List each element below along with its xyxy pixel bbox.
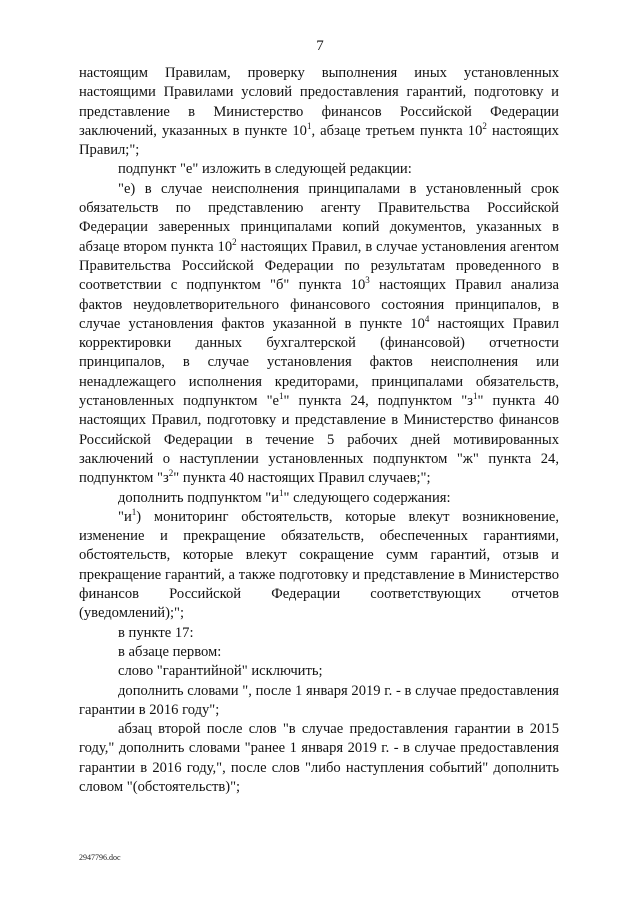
superscript: 1 bbox=[306, 121, 312, 132]
paragraph-add-subpoint-i1 bbox=[79, 489, 559, 508]
text-run: , абзаце третьем пункта 10 bbox=[311, 122, 483, 139]
paragraph-continuation bbox=[79, 64, 559, 160]
superscript: 1 bbox=[279, 391, 284, 402]
document-body bbox=[79, 64, 559, 797]
text-run: " пункта 24, подпунктом "з bbox=[283, 393, 473, 410]
paragraph-subpoint-e: подпункт "е" изложить в следующей редакции: bbox=[118, 161, 412, 178]
superscript: 2 bbox=[232, 236, 237, 247]
paragraph-add-words: дополнить словами ", после 1 января 2019 г. - в случае предоставления гарантии в 2016 году"; bbox=[79, 682, 559, 718]
superscript: 1 bbox=[472, 391, 478, 402]
text-run: ) мониторинг обстоятельств, которые влекут возникновение, изменение и прекращение обязательств, обеспеченных гарантиями, обстоятельств, которые влекут сокращение сумм гарантий, отзыв и прекращение гарантий, а также подготовку и представление в Министерство финансов Российской Федерации соответствующих отчетов (уведомлений);"; bbox=[79, 508, 559, 622]
text-run: " пункта 40 настоящих Правил, подготовку и представление в Министерство финансов Российской Федерации в течение 5 рабочих дней мотивированных заключений о наступлении установленных подпунктом "ж" пункта 24, подпунктом "з bbox=[79, 393, 559, 487]
superscript: 1 bbox=[279, 487, 284, 498]
text-run: "е) в случае неисполнения принципалами в установленный срок обязательств по представлению агенту Правительства Российской Федерации заверенных принципалами копий документов, указанных в абзаце втором пункта 10 bbox=[79, 180, 559, 255]
text-run: "и bbox=[118, 508, 132, 525]
text-run: настоящих Правил анализа фактов неудовлетворительного финансового состояния принципалов, в случае установления фактов указанной в пункте 10 bbox=[79, 277, 559, 332]
superscript: 2 bbox=[168, 468, 174, 479]
superscript: 2 bbox=[482, 121, 487, 132]
text-run: " пункта 40 настоящих Правил случаев;"; bbox=[173, 470, 431, 487]
file-name-footer: 2947796.doc bbox=[79, 853, 121, 862]
superscript: 1 bbox=[131, 506, 137, 517]
text-run: настоящих Правил корректировки данных бухгалтерской (финансовой) отчетности принципалов, в случае установления фактов неисполнения или ненадлежащего исполнения кредиторами, принципалами обязательств, установленных подпунктом "е bbox=[79, 315, 559, 410]
paragraph-subpoint-e-text bbox=[79, 180, 559, 489]
text-run: настоящих Правил, в случае установления агентом Правительства Российской Федерации по результатам проведенного в соответствии с подпунктом "б" пункта 10 bbox=[79, 238, 559, 294]
text-run: настоящих Правил;"; bbox=[79, 122, 559, 159]
superscript: 3 bbox=[365, 275, 370, 286]
page-number: 7 bbox=[316, 38, 324, 54]
paragraph-first-para: в абзаце первом: bbox=[118, 643, 222, 660]
paragraph-word-exclude: слово "гарантийной" исключить; bbox=[118, 663, 323, 680]
paragraph-second-para: абзац второй после слов "в случае предоставления гарантии в 2015 году," дополнить словами "ранее 1 января 2019 г. - в случае предоставления гарантии в 2016 году,", после слов "либо наступления событий" дополнить словом "(обстоятельств)"; bbox=[79, 721, 559, 795]
paragraph-subpoint-i1-text bbox=[79, 508, 559, 624]
text-run: дополнить подпунктом "и bbox=[118, 489, 280, 506]
text-run: " следующего содержания: bbox=[283, 489, 451, 506]
text-run: настоящим Правилам, проверку выполнения иных установленных настоящими Правилами условий предоставления гарантий, подготовку и представление в Министерство финансов Российской Федерации заключений, указанных в пункте 10 bbox=[79, 65, 559, 139]
superscript: 4 bbox=[424, 314, 430, 324]
paragraph-point-17: в пункте 17: bbox=[118, 624, 194, 641]
